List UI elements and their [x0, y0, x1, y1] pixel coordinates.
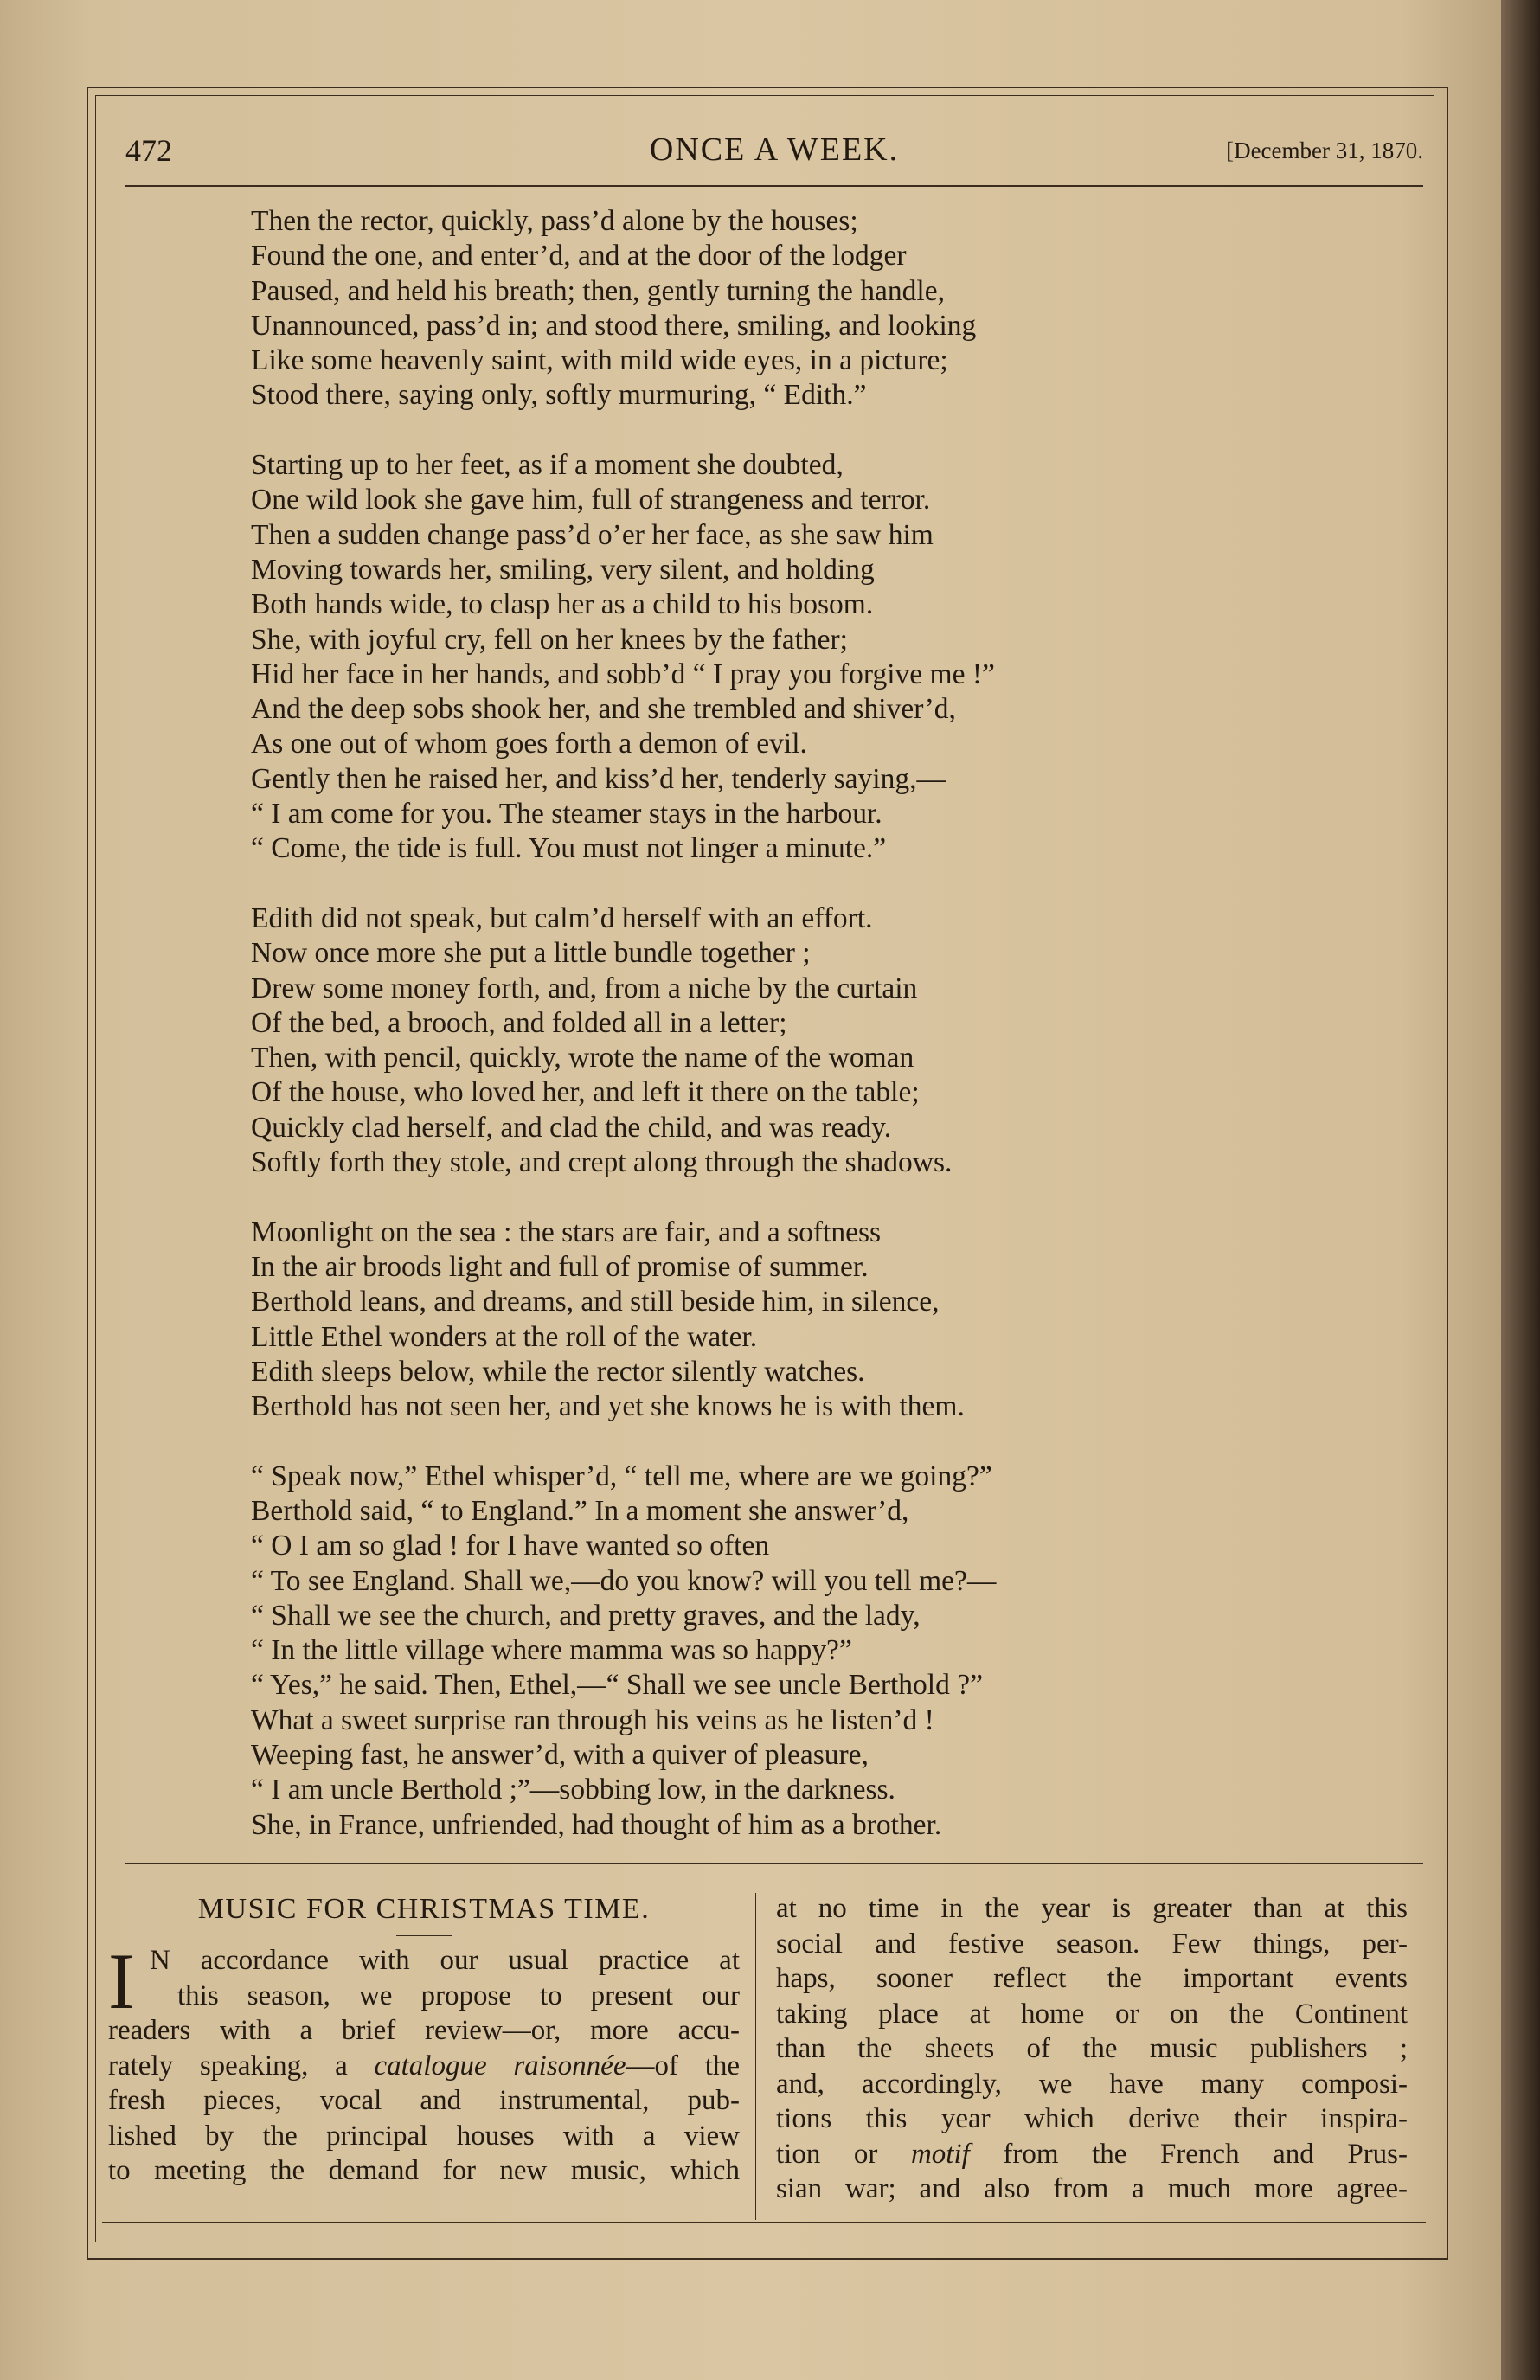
poem-line: And the deep sobs shook her, and she trembled and shiver’d, [251, 693, 956, 726]
poem-line: “ Shall we see the church, and pretty graves, and the lady, [251, 1599, 921, 1632]
text-line: tions this year which derive their inspira- [776, 2103, 1408, 2134]
text-line: taking place at home or on the Continent [776, 1998, 1408, 2030]
stanza-break [251, 1180, 1289, 1215]
poem-line: Both hands wide, to clasp her as a child to his bosom. [251, 588, 874, 621]
poem-line: Found the one, and enter’d, and at the door of the lodger [251, 240, 907, 273]
poem-stanza-1 [251, 204, 1289, 414]
text-line: and, accordingly, we have many composi- [776, 2068, 1408, 2100]
poem-line: Then a sudden change pass’d o’er her face, as she saw him [251, 518, 934, 551]
text-line: N accordance with our usual practice at [150, 1945, 740, 1976]
column-rule [755, 1893, 756, 2220]
poem-line: Then the rector, quickly, pass’d alone by the houses; [251, 205, 858, 237]
article-title: MUSIC FOR CHRISTMAS TIME. [197, 1893, 651, 1925]
poem-line: Softly forth they stole, and crept along through the shadows. [251, 1146, 953, 1179]
poem-line: Paused, and held his breath; then, gently turning the handle, [251, 274, 945, 307]
poem-line: Edith sleeps below, while the rector silently watches. [251, 1355, 865, 1388]
article-column-left [108, 1891, 740, 2189]
stanza-break [251, 867, 1289, 901]
poem [251, 204, 1289, 1843]
poem-line: Berthold leans, and dreams, and still beside him, in silence, [251, 1286, 940, 1318]
text-segment: —of the [626, 2050, 741, 2082]
poem-line: Quickly clad herself, and clad the child, and was ready. [251, 1111, 892, 1144]
section-rule [125, 1863, 1423, 1864]
drop-cap: I [108, 1937, 135, 2025]
poem-line: “ Come, the tide is full. You must not linger a minute.” [251, 832, 887, 865]
poem-line: What a sweet surprise ran through his veins as he listen’d ! [251, 1703, 934, 1736]
poem-stanza-2 [251, 448, 1289, 867]
article-body-left [108, 1937, 741, 2189]
text-segment: tion or [776, 2138, 878, 2170]
poem-line: Of the house, who loved her, and left it there on the table; [251, 1076, 920, 1109]
text-line: lished by the principal houses with a view [108, 2120, 740, 2152]
text-line: haps, sooner reflect the important events [776, 1963, 1408, 1994]
stanza-break [251, 414, 1289, 448]
poem-line: She, with joyful cry, fell on her knees by the father; [251, 623, 848, 656]
poem-line: Unannounced, pass’d in; and stood there, smiling, and looking [251, 309, 977, 342]
header-rule [125, 185, 1423, 187]
poem-line: She, in France, unfriended, had thought of him as a brother. [251, 1808, 942, 1841]
poem-line: Starting up to her feet, as if a moment she doubted, [251, 449, 844, 482]
text-line: at no time in the year is greater than at this [776, 1893, 1408, 1924]
poem-line: Little Ethel wonders at the roll of the water. [251, 1320, 758, 1353]
page-number: 472 [125, 133, 172, 168]
poem-line: Gently then he raised her, and kiss’d her, tenderly saying,— [251, 762, 946, 795]
poem-line: “ I am uncle Berthold ;”—sobbing low, in the darkness. [251, 1774, 895, 1806]
poem-line: Now once more she put a little bundle together ; [251, 937, 811, 970]
book-spine-shadow [1501, 0, 1540, 2380]
text-line: sian war; and also from a much more agree- [776, 2173, 1408, 2204]
poem-line: “ To see England. Shall we,—do you know? will you tell me?— [251, 1564, 997, 1597]
poem-stanza-3 [251, 901, 1289, 1180]
poem-stanza-4 [251, 1216, 1289, 1425]
text-segment: rately speaking, a [108, 2050, 348, 2082]
poem-line: “ Yes,” he said. Then, Ethel,—“ Shall we see uncle Berthold ?” [251, 1669, 983, 1702]
poem-line: Stood there, saying only, softly murmuring, “ Edith.” [251, 379, 867, 412]
poem-line: Weeping fast, he answer’d, with a quiver of pleasure, [251, 1739, 869, 1772]
publication-title: ONCE A WEEK. [649, 132, 900, 168]
issue-date: [December 31, 1870. [1226, 138, 1423, 164]
poem-line: Hid her face in her hands, and sobb’d “ I pray you forgive me !” [251, 658, 995, 690]
text-line: readers with a brief review—or, more accu- [108, 2015, 740, 2046]
poem-line: “ I am come for you. The steamer stays in the harbour. [251, 798, 882, 831]
article-column-right [776, 1891, 1408, 2207]
text-line: social and festive season. Few things, per- [776, 1928, 1408, 1960]
text-line: to meeting the demand for new music, which [108, 2155, 740, 2186]
poem-line: Berthold said, “ to England.” In a moment she answer’d, [251, 1494, 909, 1527]
text-line [108, 2049, 740, 2084]
poem-stanza-5 [251, 1459, 1289, 1843]
poem-line: One wild look she gave him, full of strangeness and terror. [251, 484, 931, 516]
poem-line: Berthold has not seen her, and yet she knows he is with them. [251, 1390, 965, 1423]
poem-line: Then, with pencil, quickly, wrote the name of the woman [251, 1042, 914, 1075]
poem-line: Of the bed, a brooch, and folded all in a letter; [251, 1006, 787, 1039]
poem-line: Drew some money forth, and, from a niche by the curtain [251, 972, 918, 1004]
poem-line: “ In the little village where mamma was so happy?” [251, 1634, 852, 1667]
title-ornament-rule [396, 1935, 452, 1936]
text-line: than the sheets of the music publishers ; [776, 2033, 1408, 2064]
text-line: fresh pieces, vocal and instrumental, pub- [108, 2085, 740, 2116]
italic-phrase: catalogue raisonnée [374, 2050, 626, 2082]
bottom-rule [102, 2222, 1426, 2223]
text-line: this season, we propose to present our [177, 1979, 740, 2011]
italic-word: motif [910, 2138, 970, 2170]
poem-line: “ O I am so glad ! for I have wanted so often [251, 1530, 770, 1562]
text-segment: from the French and Prus- [1003, 2138, 1408, 2170]
running-header [125, 125, 1423, 174]
poem-line: Edith did not speak, but calm’d herself with an effort. [251, 901, 873, 934]
poem-line: Moving towards her, smiling, very silent, and holding [251, 553, 875, 586]
text-line [776, 2137, 1408, 2172]
poem-line: “ Speak now,” Ethel whisper’d, “ tell me, where are we going?” [251, 1459, 992, 1492]
stanza-break [251, 1424, 1289, 1459]
poem-line: In the air broods light and full of promise of summer. [251, 1250, 869, 1283]
poem-line: Moonlight on the sea : the stars are fair, and a softness [251, 1216, 882, 1248]
poem-line: As one out of whom goes forth a demon of evil. [251, 728, 807, 760]
poem-line: Like some heavenly saint, with mild wide eyes, in a picture; [251, 344, 948, 377]
